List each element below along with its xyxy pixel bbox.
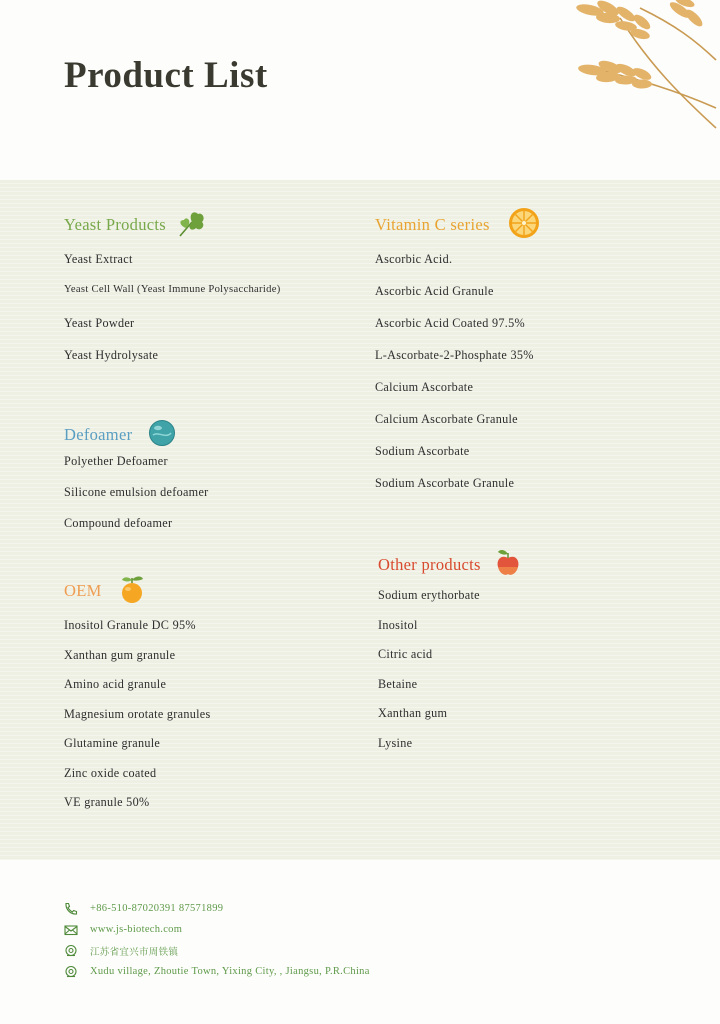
- product-item: Yeast Powder: [64, 316, 135, 330]
- product-item: Betaine: [378, 676, 418, 691]
- envelope-icon: [64, 923, 78, 937]
- orange-slice-icon: [508, 207, 540, 243]
- product-item: Inositol: [378, 617, 418, 632]
- contact-website: [64, 919, 370, 940]
- website-link[interactable]: www.js-biotech.com: [90, 924, 183, 935]
- product-item: Magnesium orotate granules: [64, 706, 211, 721]
- product-item: Zinc oxide coated: [64, 765, 157, 780]
- contact-address-en: [64, 961, 370, 982]
- section-title: Vitamin C series: [375, 215, 490, 234]
- product-item: L-Ascorbate-2-Phosphate 35%: [375, 348, 534, 362]
- product-item: Ascorbic Acid Coated 97.5%: [375, 316, 525, 330]
- product-item: Yeast Cell Wall (Yeast Immune Polysaccharide): [64, 284, 281, 295]
- location-pin-icon: [64, 965, 78, 979]
- section-oem: [64, 576, 211, 825]
- product-item: Xanthan gum: [378, 706, 448, 720]
- product-item: Glutamine granule: [64, 736, 161, 750]
- section-defoamer: [64, 420, 209, 547]
- phone-number: +86-510-87020391 87571899: [90, 903, 224, 914]
- address-english: Xudu village, Zhoutie Town, Yixing City, , Jiangsu, P.R.China: [90, 966, 370, 977]
- contact-phone: [64, 898, 370, 919]
- product-item: Inositol Granule DC 95%: [64, 618, 196, 632]
- section-title: OEM: [64, 581, 102, 600]
- section-title: Defoamer: [64, 425, 133, 444]
- parsley-leaf-icon: [176, 208, 208, 242]
- product-item: Sodium Ascorbate: [375, 444, 470, 458]
- product-item: VE granule 50%: [64, 795, 150, 809]
- product-item: Sodium Ascorbate Granule: [375, 476, 515, 490]
- address-chinese: 江苏省宜兴市周铁镇: [90, 946, 179, 958]
- contact-address-cn: [64, 940, 370, 961]
- product-item: Yeast Extract: [64, 252, 133, 266]
- product-item: Ascorbic Acid.: [375, 252, 453, 266]
- page-title: Product List: [64, 55, 268, 96]
- section-vitamin-c: [375, 210, 540, 508]
- location-pin-icon: [64, 944, 78, 958]
- product-item: Citric acid: [378, 647, 433, 661]
- product-item: Ascorbic Acid Granule: [375, 284, 494, 298]
- wheat-decoration-icon: [480, 0, 720, 130]
- product-item: Calcium Ascorbate Granule: [375, 412, 518, 426]
- product-item: Silicone emulsion defoamer: [64, 485, 209, 499]
- section-title: Other products: [378, 555, 481, 574]
- product-item: Calcium Ascorbate: [375, 380, 474, 394]
- section-other-products: [378, 550, 521, 765]
- product-item: Yeast Hydrolysate: [64, 348, 159, 362]
- product-item: Lysine: [378, 735, 413, 750]
- contact-footer: [64, 898, 370, 982]
- product-item: Polyether Defoamer: [64, 454, 168, 468]
- section-yeast-products: [64, 210, 281, 380]
- section-title: Yeast Products: [64, 215, 166, 234]
- apple-icon: [495, 548, 521, 582]
- product-item: Xanthan gum granule: [64, 647, 176, 662]
- product-item: Sodium erythorbate: [378, 588, 480, 602]
- product-item: Compound defoamer: [64, 516, 173, 530]
- product-item: Amino acid granule: [64, 677, 167, 691]
- phone-icon: [64, 902, 78, 916]
- orange-fruit-icon: [120, 574, 146, 608]
- blue-bubble-icon: [148, 419, 176, 451]
